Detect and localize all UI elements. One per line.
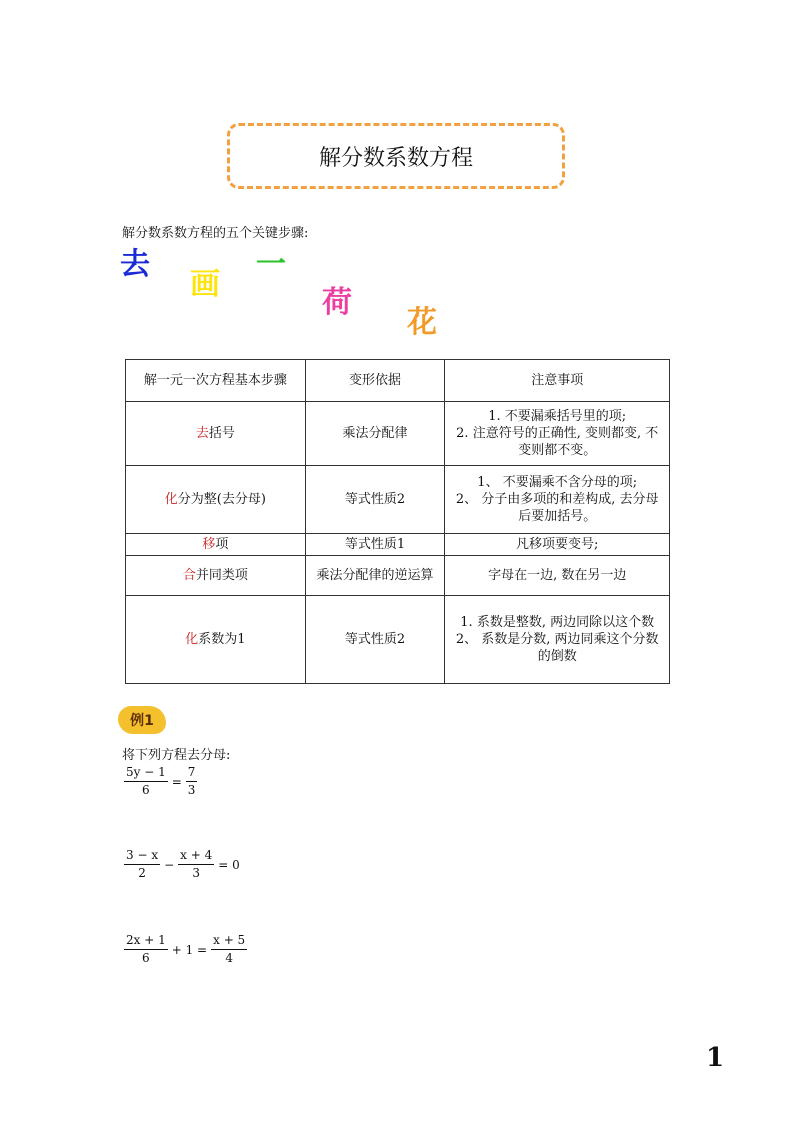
operator: + 1 =: [171, 942, 208, 957]
header-step: 解一元一次方程基本步骤: [126, 360, 306, 402]
step-cell: [126, 596, 306, 684]
note-line: 2、 分子由多项的和差构成, 去分母后要加括号。: [455, 492, 659, 524]
step-key: 合: [182, 568, 196, 583]
fraction: [124, 765, 168, 798]
fraction: [178, 848, 214, 881]
table-header-row: [126, 360, 670, 402]
exercise-prompt: 将下列方程去分母:: [122, 748, 231, 763]
numerator: 3 − x: [124, 848, 160, 865]
denominator: 2: [138, 866, 146, 880]
step-rest: 分为整(去分母): [177, 492, 266, 507]
step-key: 化: [185, 632, 199, 647]
example-badge: [118, 706, 166, 734]
example-badge-label: 例1: [130, 713, 154, 729]
denominator: 3: [192, 866, 201, 880]
step-key: 去: [195, 426, 209, 441]
note-line: 2、 系数是分数, 两边同乘这个分数的倒数: [455, 632, 659, 664]
note-line: 1、 不要漏乘不含分母的项;: [477, 475, 638, 490]
fraction: [186, 765, 198, 798]
notes-cell: 凡移项要变号;: [445, 534, 670, 556]
note-line: 1. 不要漏乘括号里的项;: [488, 409, 627, 424]
note-line: 1. 系数是整数, 两边同除以这个数: [460, 615, 655, 630]
table-row: [126, 556, 670, 596]
step-cell: [126, 402, 306, 466]
notes-cell: [445, 402, 670, 466]
numerator: 5y − 1: [124, 765, 168, 782]
keyword-char-1: 去: [120, 247, 150, 282]
step-cell: [126, 534, 306, 556]
note-line: 2. 注意符号的正确性, 变则都变, 不变则都不变。: [456, 426, 659, 458]
step-key: 移: [202, 537, 216, 552]
basis-cell: 乘法分配律的逆运算: [305, 556, 445, 596]
keyword-char-2: 画: [190, 267, 220, 302]
operator-tail: = 0: [218, 857, 240, 872]
denominator: 6: [142, 951, 150, 965]
basis-cell: 等式性质2: [305, 596, 445, 684]
fraction: [211, 933, 247, 966]
step-rest: 并同类项: [195, 568, 248, 583]
basis-cell: 等式性质2: [305, 466, 445, 534]
header-notes: 注意事项: [445, 360, 670, 402]
step-rest: 系数为1: [198, 632, 246, 647]
title-box: [227, 123, 565, 189]
fraction: [124, 848, 160, 881]
notes-cell: [445, 466, 670, 534]
notes-cell: 字母在一边, 数在另一边: [445, 556, 670, 596]
table-row: [126, 534, 670, 556]
equation-1: [122, 765, 199, 798]
step-rest: 括号: [208, 426, 235, 441]
keyword-char-3: 一: [256, 247, 286, 282]
basis-cell: 等式性质1: [305, 534, 445, 556]
step-rest: 项: [215, 537, 229, 552]
header-basis: 变形依据: [305, 360, 445, 402]
numerator: 7: [186, 765, 198, 782]
denominator: 6: [142, 783, 150, 797]
page-title: 解分数系数方程: [318, 145, 473, 171]
page-number: 1: [706, 1043, 725, 1073]
basis-cell: 乘法分配律: [305, 402, 445, 466]
table-row: [126, 466, 670, 534]
keyword-char-5: 花: [407, 305, 437, 340]
operator: −: [164, 857, 175, 872]
denominator: 4: [225, 951, 233, 965]
steps-table: [125, 359, 670, 684]
denominator: 3: [187, 783, 196, 797]
numerator: x + 4: [178, 848, 214, 865]
notes-cell: [445, 596, 670, 684]
keyword-char-4: 荷: [322, 285, 352, 320]
step-cell: [126, 556, 306, 596]
table-row: [126, 402, 670, 466]
equation-3: [122, 933, 249, 966]
table-row: [126, 596, 670, 684]
equation-2: [122, 848, 242, 881]
fraction: [124, 933, 168, 966]
step-cell: [126, 466, 306, 534]
numerator: x + 5: [211, 933, 247, 950]
operator: =: [171, 774, 182, 789]
numerator: 2x + 1: [124, 933, 168, 950]
step-key: 化: [164, 492, 178, 507]
intro-text: 解分数系数方程的五个关键步骤:: [122, 226, 309, 241]
